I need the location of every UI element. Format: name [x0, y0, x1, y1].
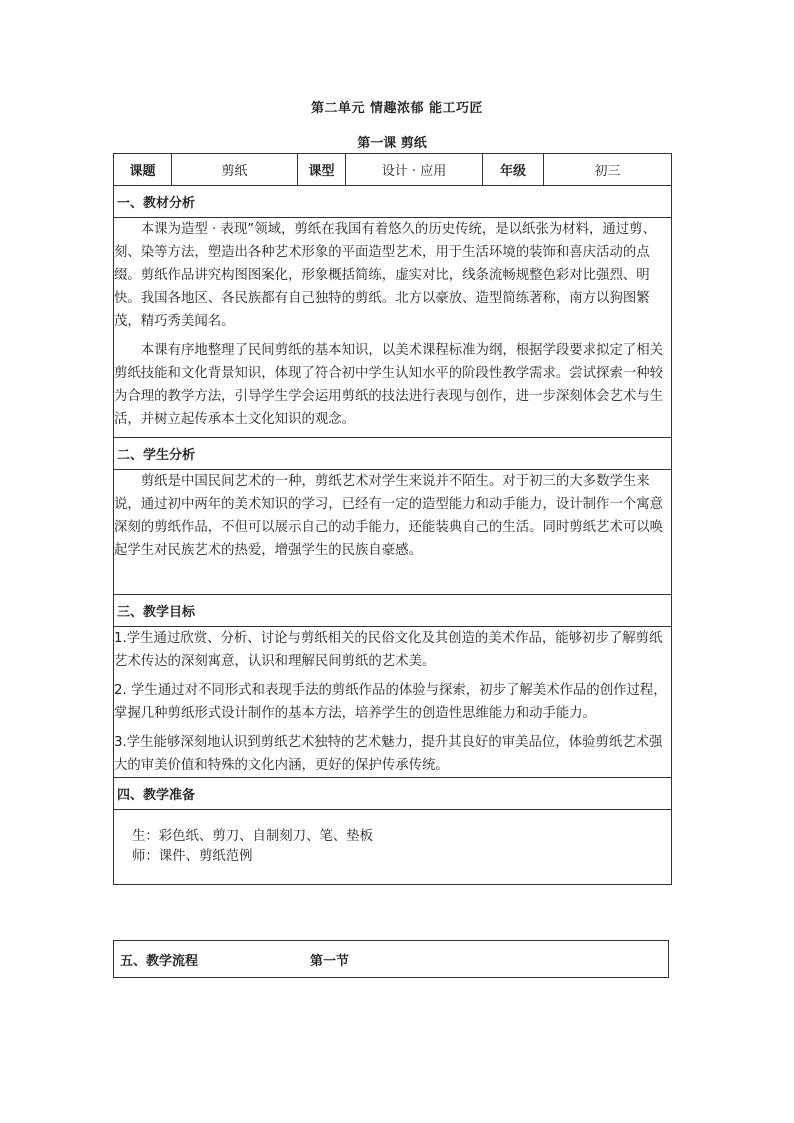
student-analysis-body — [114, 470, 672, 595]
teaching-goals-heading: 三、教学目标 — [114, 595, 672, 627]
teaching-flow-heading: 五、教学流程 — [120, 953, 199, 969]
header-row — [114, 154, 672, 186]
material-paragraph-1: 本课为造型 · 表现”领域，剪纸在我国有着悠久的历史传统，是以纸张为材料，通过剪、刻、染等方法，塑造出各种艺术形象的平面造型艺术，用于生活环境的装饰和喜庆活动的点缀。剪纸作品讲究构图图案化，形象概括简练，虚实对比，线条流畅规整色彩对比强烈、明快。我国各地区、各民族都有自己独特的剪纸。北方以豪放、造型简练著称，南方以狗图繁茂，精巧秀美闻名。 — [114, 222, 656, 329]
topic-label: 课题 — [114, 154, 172, 186]
teaching-flow-section: 第一节 — [310, 953, 350, 969]
lesson-title: 第一课 剪纸 — [357, 136, 427, 151]
teaching-prep-heading: 四、教学准备 — [114, 778, 672, 810]
teaching-flow-row — [114, 941, 669, 978]
goal-item-1: 1.学生通过欣赏、分析、讨论与剪纸相关的民俗文化及其创造的美术作品，能够初步了解剪纸艺术传达的深刻寓意，认识和理解民间剪纸的艺术美。 — [114, 631, 663, 669]
student-paragraph: 剪纸是中国民间艺术的一种，剪纸艺术对学生来说并不陌生。对于初三的大多数学生来说，通过初中两年的美术知识的学习，已经有一定的造型能力和动手能力，设计制作一个寓意深刻的剪纸作品，不但可以展示自己的动手能力，还能装典自己的生活。同时剪纸艺术可以唤起学生对民族艺术的热爱，增强学生的民族自豪感。 — [114, 474, 664, 558]
prep-line-teacher: 师：课件、剪纸范例 — [132, 849, 253, 864]
grade-value: 初三 — [544, 154, 672, 186]
lesson-plan-table — [113, 153, 672, 885]
goal-item-2: 2. 学生通过对不同形式和表现手法的剪纸作品的体验与探索，初步了解美术作品的创作过程，掌握几种剪纸形式设计制作的基本方法，培养学生的创造性思维能力和动手能力。 — [114, 683, 667, 721]
material-paragraph-2: 本课有序地整理了民间剪纸的基本知识，以美术课程标准为纲，根据学段要求拟定了相关剪纸技能和文化背景知识，体现了符合初中学生认知水平的阶段性教学需求。尝试探索一种较为合理的教学方法，引导学生学会运用剪纸的技法进行表现与创作，进一步深刻体会艺术与生活，并树立起传承本土文化知识的观念。 — [114, 343, 664, 427]
type-label: 课型 — [298, 154, 346, 186]
unit-title: 第二单元 情趣浓郁 能工巧匠 — [310, 101, 484, 116]
student-analysis-heading: 二、学生分析 — [114, 438, 672, 470]
topic-value: 剪纸 — [172, 154, 298, 186]
type-value: 设计 · 应用 — [346, 154, 483, 186]
grade-label: 年级 — [483, 154, 544, 186]
teaching-goals-body — [114, 627, 672, 778]
teaching-flow-table — [113, 940, 669, 978]
goal-item-3: 3.学生能够深刻地认识到剪纸艺术独特的艺术魅力，提升其良好的审美品位，体验剪纸艺术强大的审美价值和特殊的文化内涵，更好的保护传承传统。 — [114, 735, 663, 773]
teaching-prep-body — [114, 810, 672, 885]
prep-line-students: 生：彩色纸、剪刀、自制刻刀、笔、垫板 — [132, 829, 374, 844]
material-analysis-body — [114, 218, 672, 438]
material-analysis-heading: 一、教材分析 — [114, 186, 672, 218]
